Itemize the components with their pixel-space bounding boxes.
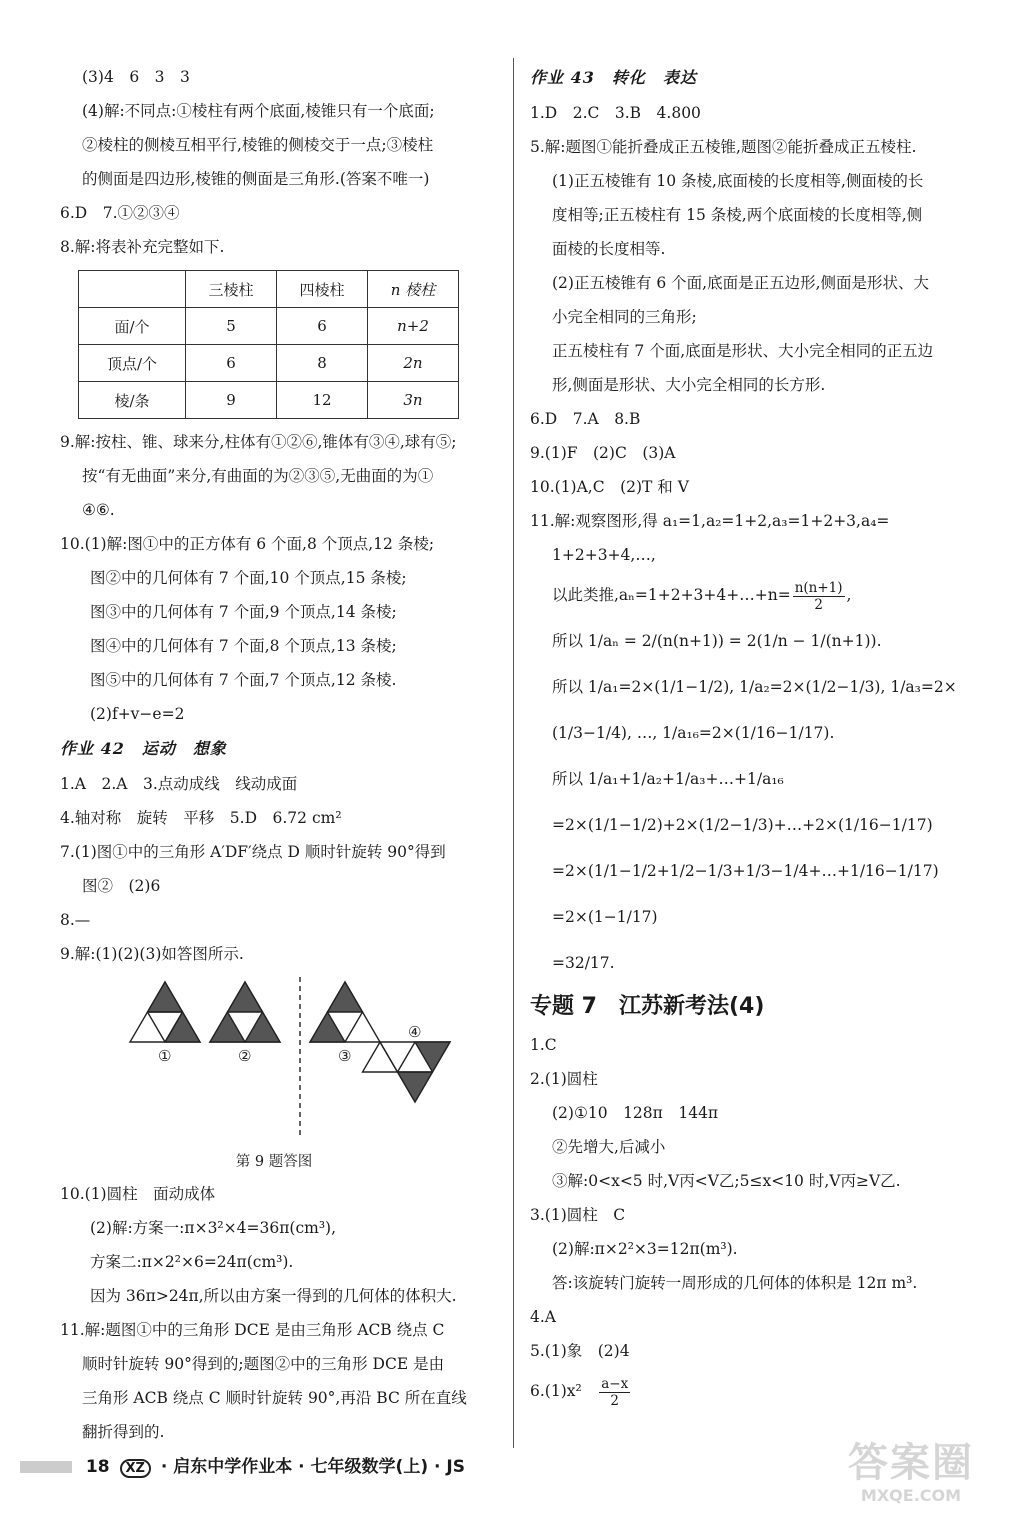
answer-line: 11.解:观察图形,得 a₁=1,a₂=1+2,a₃=1+2+3,a₄= <box>530 512 890 530</box>
answer-line: 1.C <box>530 1036 557 1054</box>
answer-line: (2)f+v−e=2 <box>90 705 185 723</box>
answer-line: 按“有无曲面”来分,有曲面的为②③⑤,无曲面的为① <box>82 467 434 485</box>
figure-1-shaded <box>165 1012 200 1042</box>
math-line: 所以 1/a₁+1/a₂+1/a₃+…+1/a₁₆ <box>552 770 784 788</box>
book-title: · 启东中学作业本 · 七年级数学(上) · JS <box>160 1457 465 1477</box>
table-cell: 9 <box>186 382 277 419</box>
math-line: (1/3−1/4), …, 1/a₁₆=2×(1/16−1/17). <box>552 724 835 742</box>
topic-header-7: 专题 7 江苏新考法(4) <box>530 994 765 1019</box>
figure-4-connector <box>363 1042 398 1072</box>
answer-line: (3)4 6 3 3 <box>82 68 190 86</box>
table-cell: 棱/条 <box>79 382 186 419</box>
left-column <box>60 60 508 1449</box>
answer-line: 9.解:按柱、锥、球来分,柱体有①②⑥,锥体有③④,球有⑤; <box>60 433 457 451</box>
table-header-cell: n 棱柱 <box>368 271 459 308</box>
answer-line: 1+2+3+4,…, <box>552 546 656 564</box>
section-header-42: 作业 42 运动 想象 <box>60 739 227 758</box>
table-cell: 8 <box>277 345 368 382</box>
table-cell: 2n <box>368 345 459 382</box>
math-line: =2×(1/1−1/2+1/2−1/3+1/3−1/4+…+1/16−1/17) <box>552 862 939 880</box>
answer-line: 图②中的几何体有 7 个面,10 个顶点,15 条棱; <box>90 569 407 587</box>
right-column <box>530 60 966 1414</box>
figure-caption: 第 9 题答图 <box>235 1154 313 1170</box>
table-row <box>79 345 459 382</box>
math-line: =32/17. <box>552 954 615 972</box>
math-line: 所以 1/a₁=2×(1/1−1/2), 1/a₂=2×(1/2−1/3), 1/a₃=2× <box>552 678 957 696</box>
fraction-denominator: 2 <box>610 1392 619 1409</box>
table-cell: 5 <box>186 308 277 345</box>
answer-line: (2)解:方案一:π×3²×4=36π(cm³), <box>90 1219 337 1237</box>
fraction <box>793 580 845 613</box>
answer-line: 8.— <box>60 911 91 929</box>
watermark-logo <box>826 1440 996 1520</box>
answer-line: 6.D 7.A 8.B <box>530 410 641 428</box>
answer-line: ④⑥. <box>82 501 115 519</box>
answer-line: 9.(1)F (2)C (3)A <box>530 444 676 462</box>
fraction-numerator: a−x <box>601 1375 629 1392</box>
page-number: 18 <box>85 1457 110 1477</box>
table-cell: 面/个 <box>79 308 186 345</box>
table-cell: 顶点/个 <box>79 345 186 382</box>
answer-line: 4.轴对称 旋转 平移 5.D 6.72 cm² <box>60 809 342 827</box>
table-header-cell: 三棱柱 <box>186 271 277 308</box>
math-text: 以此类推,aₙ=1+2+3+4+…+n= <box>552 586 791 604</box>
table-cell: 12 <box>277 382 368 419</box>
xz-badge-icon: XZ <box>120 1459 151 1478</box>
answer-line: 方案二:π×2²×6=24π(cm³). <box>90 1253 294 1271</box>
math-line: 以此类推,aₙ=1+2+3+4+…+n= $\frac{n(n+1)}{2}$ , <box>552 579 852 613</box>
figure-label: ② <box>238 1047 252 1065</box>
answer-line: 度相等;正五棱柱有 15 条棱,两个底面棱的长度相等,侧 <box>552 206 923 224</box>
answer-line: 图② (2)6 <box>82 877 161 895</box>
figure-4-shaded <box>415 1042 450 1072</box>
math-line: =2×(1/1−1/2)+2×(1/2−1/3)+…+2×(1/16−1/17) <box>552 816 933 834</box>
answer-line: 因为 36π>24π,所以由方案一得到的几何体的体积大. <box>90 1287 457 1305</box>
figure-4-shaded <box>398 1072 433 1102</box>
figure-1-shaded <box>148 982 183 1012</box>
math-text: 6.(1)x² <box>530 1382 582 1400</box>
answer-line: 形,侧面是形状、大小完全相同的长方形. <box>552 376 826 394</box>
prism-table <box>78 270 459 419</box>
figure-label: ③ <box>338 1047 352 1065</box>
watermark-text: 答案圈 <box>848 1440 974 1486</box>
figure-2-shaded <box>245 1012 280 1042</box>
answer-line: 的侧面是四边形,棱锥的侧面是三角形.(答案不唯一) <box>82 170 430 188</box>
answer-line: 3.(1)圆柱 C <box>530 1206 626 1224</box>
answer-line: 面棱的长度相等. <box>552 240 666 258</box>
answer-line: (2)①10 128π 144π <box>552 1104 719 1122</box>
answer-line: 三角形 ACB 绕点 C 顺时针旋转 90°,再沿 BC 所在直线 <box>82 1389 467 1407</box>
column-divider <box>513 58 514 1448</box>
answer-line: 答:该旋转门旋转一周形成的几何体的体积是 12π m³. <box>552 1274 918 1292</box>
answer-line: 10.(1)解:图①中的正方体有 6 个面,8 个顶点,12 条棱; <box>60 535 435 553</box>
answer-line: ②先增大,后减小 <box>552 1138 666 1156</box>
answer-line: 图④中的几何体有 7 个面,8 个顶点,13 条棱; <box>90 637 397 655</box>
page-marker-bar <box>20 1461 72 1473</box>
answer-line: 正五棱柱有 7 个面,底面是形状、大小完全相同的正五边 <box>552 342 934 360</box>
page-footer <box>20 1452 580 1482</box>
answer-line: (1)正五棱锥有 10 条棱,底面棱的长度相等,侧面棱的长 <box>552 172 924 190</box>
table-row <box>79 382 459 419</box>
answer-line: 9.解:(1)(2)(3)如答图所示. <box>60 945 244 963</box>
answer-line: 5.(1)象 (2)4 <box>530 1342 630 1360</box>
answer-line: 10.(1)A,C (2)T 和 V <box>530 478 689 496</box>
math-line <box>530 1368 966 1414</box>
answer-line: ②棱柱的侧棱互相平行,棱锥的侧棱交于一点;③棱柱 <box>82 136 434 154</box>
answer-line: 11.解:题图①中的三角形 DCE 是由三角形 ACB 绕点 C <box>60 1321 445 1339</box>
figure-2-shaded <box>228 982 263 1012</box>
answer-line: 5.解:题图①能折叠成正五棱锥,题图②能折叠成正五棱柱. <box>530 138 917 156</box>
figure-2-shaded <box>210 1012 245 1042</box>
answer-line: 4.A <box>530 1308 556 1326</box>
figure-label: ① <box>158 1047 172 1065</box>
answer-line: (2)正五棱锥有 6 个面,底面是正五边形,侧面是形状、大 <box>552 274 930 292</box>
table-header-cell <box>79 271 186 308</box>
answer-line: 10.(1)圆柱 面动成体 <box>60 1185 216 1203</box>
triangle-answer-figure <box>120 977 460 1147</box>
answer-line: (4)解:不同点:①棱柱有两个底面,棱锥只有一个底面; <box>82 102 435 120</box>
table-cell: 6 <box>277 308 368 345</box>
figure-3-shaded <box>310 1012 345 1042</box>
answer-line: 7.(1)图①中的三角形 A′DF′绕点 D 顺时针旋转 90°得到 <box>60 843 446 861</box>
table-header-cell: 四棱柱 <box>277 271 368 308</box>
answer-line: 图③中的几何体有 7 个面,9 个顶点,14 条棱; <box>90 603 397 621</box>
answer-line: 1.A 2.A 3.点动成线 线动成面 <box>60 775 298 793</box>
fraction <box>599 1376 630 1409</box>
answer-line: 8.解:将表补充完整如下. <box>60 238 225 256</box>
watermark-url: MXQE.COM <box>860 1486 962 1505</box>
answer-line: 图⑤中的几何体有 7 个面,7 个顶点,12 条棱. <box>90 671 397 689</box>
math-line: =2×(1−1/17) <box>552 908 658 926</box>
figure-label: ④ <box>408 1023 422 1041</box>
fraction-numerator: n(n+1) <box>794 579 843 596</box>
answer-line: 顺时针旋转 90°得到的;题图②中的三角形 DCE 是由 <box>82 1355 445 1373</box>
answer-line: 2.(1)圆柱 <box>530 1070 598 1088</box>
answer-line: 6.D 7.①②③④ <box>60 204 180 222</box>
answer-line: (2)解:π×2²×3=12π(m³). <box>552 1240 738 1258</box>
figure-3-shaded <box>328 982 363 1012</box>
answer-line: 小完全相同的三角形; <box>552 308 697 326</box>
answer-line: 1.D 2.C 3.B 4.800 <box>530 104 701 122</box>
table-cell: n+2 <box>368 308 459 345</box>
answer-line: ③解:0<x<5 时,V丙<V乙;5≤x<10 时,V丙≥V乙. <box>552 1172 901 1190</box>
answer-line: 翻折得到的. <box>82 1423 165 1441</box>
math-line: 所以 1/aₙ = 2/(n(n+1)) = 2(1/n − 1/(n+1)). <box>552 632 882 650</box>
table-cell: 3n <box>368 382 459 419</box>
fraction-denominator: 2 <box>814 596 823 613</box>
table-cell: 6 <box>186 345 277 382</box>
table-row <box>79 308 459 345</box>
section-header-43: 作业 43 转化 表达 <box>530 68 697 87</box>
